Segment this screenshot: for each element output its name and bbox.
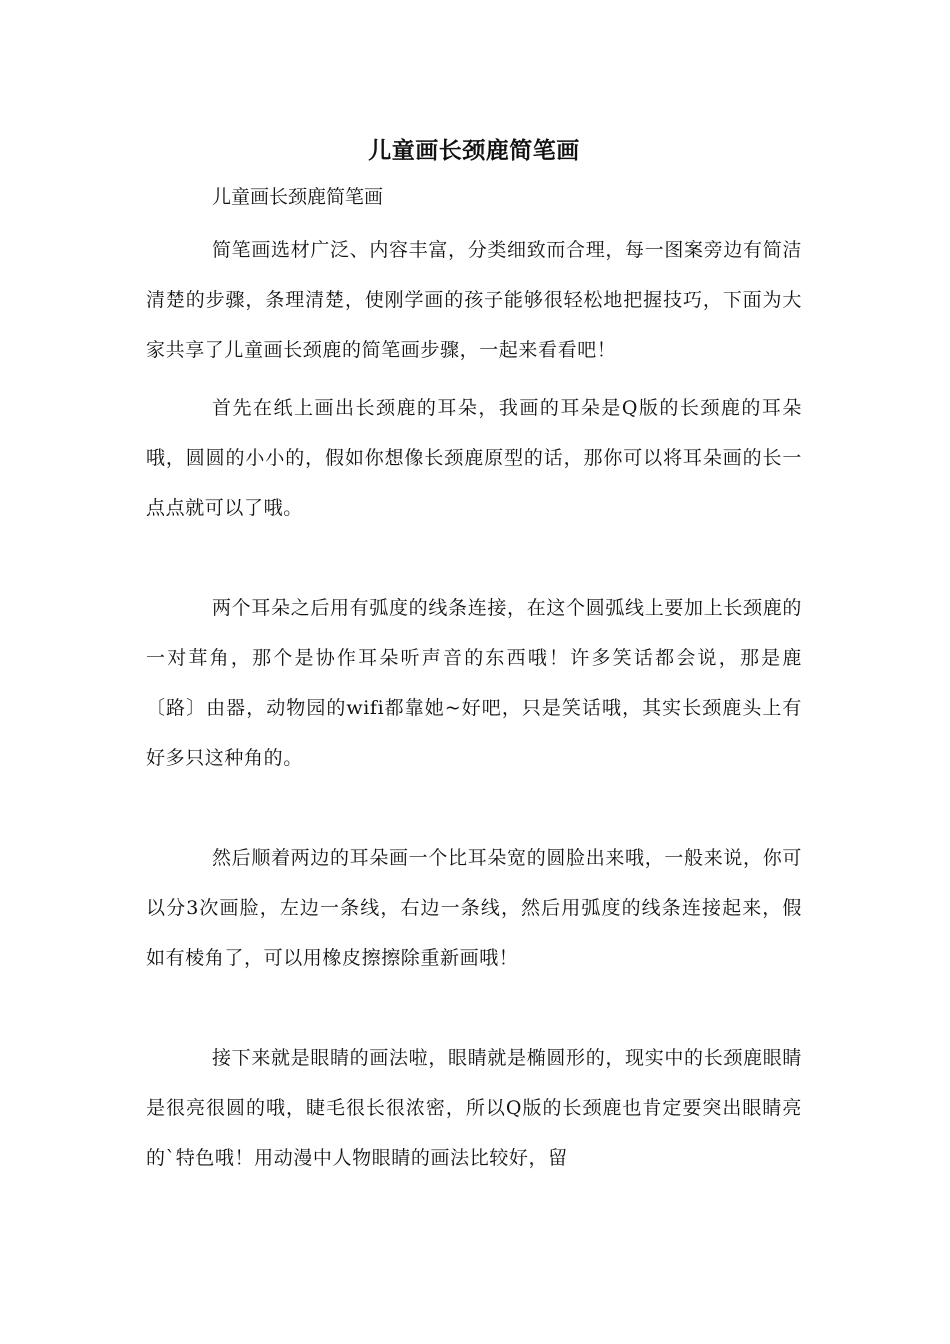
document-title: 儿童画长颈鹿简笔画: [368, 137, 580, 164]
document-subtitle: 儿童画长颈鹿简笔画: [212, 186, 384, 208]
paragraph-face: 然后顺着两边的耳朵画一个比耳朵宽的圆脸出来哦，一般来说，你可以分3次画脸，左边一条线，右边一条线，然后用弧度的线条连接起来，假如有棱角了，可以用橡皮擦擦除重新画哦！: [146, 847, 802, 969]
paragraph-eyes: 接下来就是眼睛的画法啦，眼睛就是椭圆形的，现实中的长颈鹿眼睛是很亮很圆的哦，睫毛很长很浓密，所以Q版的长颈鹿也肯定要突出眼睛亮的`特色哦！用动漫中人物眼睛的画法比较好，留: [146, 1047, 802, 1169]
paragraph-ears: 首先在纸上画出长颈鹿的耳朵，我画的耳朵是Q版的长颈鹿的耳朵哦，圆圆的小小的，假如你想像长颈鹿原型的话，那你可以将耳朵画的长一点点就可以了哦。: [146, 397, 802, 519]
paragraph-intro: 简笔画选材广泛、内容丰富，分类细致而合理，每一图案旁边有简洁清楚的步骤，条理清楚，使刚学画的孩子能够很轻松地把握技巧，下面为大家共享了儿童画长颈鹿的简笔画步骤，一起来看看吧！: [146, 239, 802, 361]
paragraph-antlers: 两个耳朵之后用有弧度的线条连接，在这个圆弧线上要加上长颈鹿的一对茸角，那个是协作耳朵听声音的东西哦！许多笑话都会说，那是鹿〔路〕由器，动物园的wifi都靠她~好吧，只是笑话哦，其实长颈鹿头上有好多只这种角的。: [146, 597, 802, 769]
